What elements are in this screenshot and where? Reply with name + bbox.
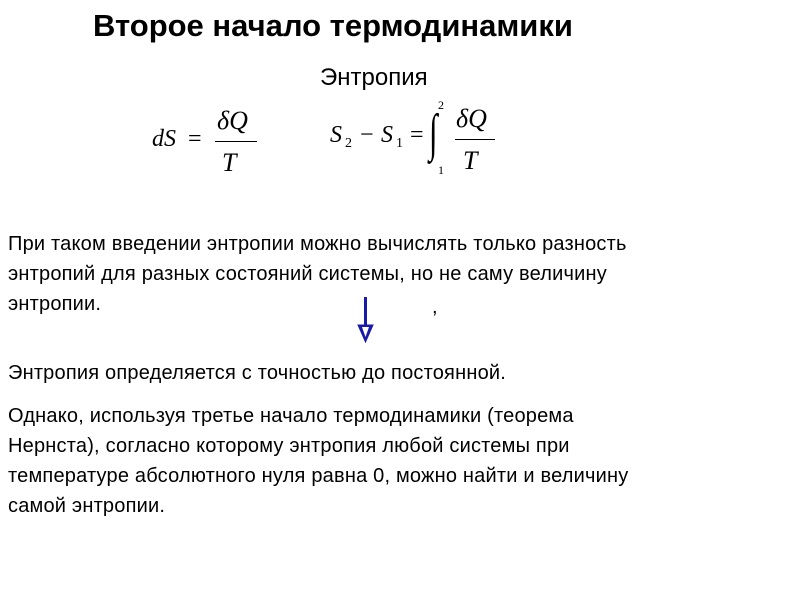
paragraph-nernst-theorem [8,401,788,521]
formula2-upper-limit: 2 [438,98,444,112]
down-arrow-icon [356,297,376,345]
formula2-equals: = [410,122,424,148]
formula1-lhs: dS [152,126,176,152]
paragraph-entropy-difference [8,229,788,319]
formula2-lower-limit: 1 [438,163,444,177]
formula2-numerator: δQ [456,104,487,133]
stray-comma: , [432,296,438,318]
formula2-s2-subscript: 2 [345,136,352,151]
paragraph3-line: Однако, используя третье начало термодинамики (теорема [8,405,574,427]
formula2-fraction-bar [455,139,495,140]
formula1-numerator: δQ [217,106,248,135]
formula2-s2: S [330,122,342,148]
paragraph3-line: самой энтропии. [8,495,166,517]
formula1-denominator: T [222,148,237,177]
formula2-s1: S [381,122,393,148]
paragraph1-line: энтропии. [8,293,102,315]
formula2-integral-sign: ∫ [429,105,438,162]
formula2-minus: − [360,122,374,148]
formula1-equals: = [188,126,202,152]
paragraph-entropy-constant [8,358,788,388]
paragraph1-line: При таком введении энтропии можно вычислять только разность [8,233,627,255]
slide-title: Второе начало термодинамики [93,8,573,43]
paragraph3-line: температуре абсолютного нуля равна 0, можно найти и величину [8,465,629,487]
paragraph1-line: энтропий для разных состояний системы, но не саму величину [8,263,607,285]
formula1-fraction-bar [215,141,257,142]
paragraph3-line: Нернста), согласно которому энтропия любой системы при [8,435,570,457]
paragraph2-line: Энтропия определяется с точностью до постоянной. [8,362,507,384]
formula2-denominator: T [463,146,478,175]
formula2-s1-subscript: 1 [396,136,403,151]
slide-subtitle: Энтропия [320,64,428,91]
